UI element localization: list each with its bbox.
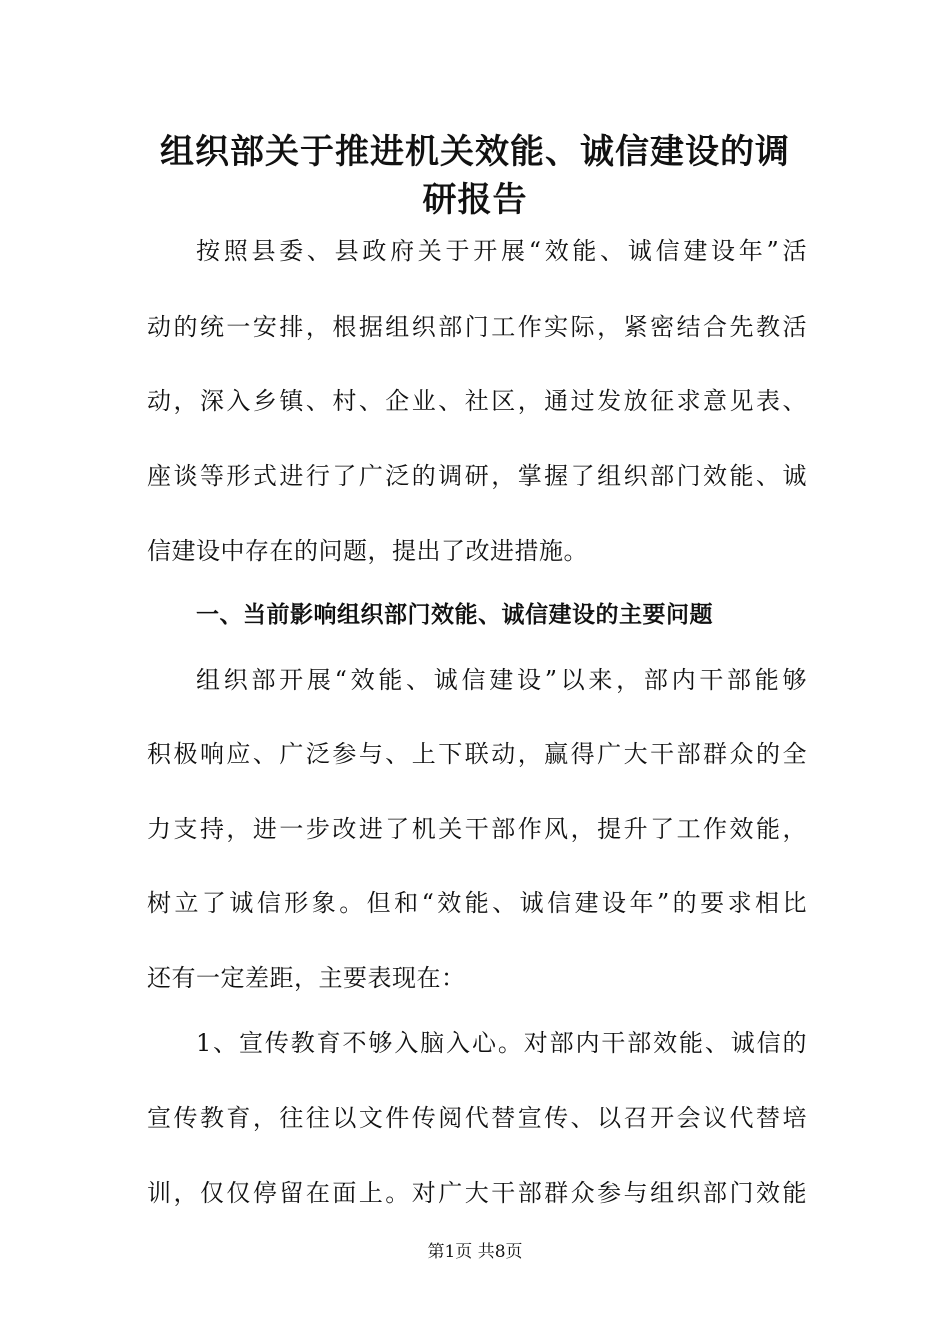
paragraph-2-line-4: 树立了诚信形象。但和“效能、诚信建设年”的要求相比 — [147, 889, 807, 917]
paragraph-1-line-4: 座谈等形式进行了广泛的调研，掌握了组织部门效能、诚 — [147, 462, 807, 490]
paragraph-3-line-3: 训，仅仅停留在面上。对广大干部群众参与组织部门效能 — [147, 1179, 807, 1207]
section-heading-1: 一、当前影响组织部门效能、诚信建设的主要问题 — [196, 602, 713, 628]
paragraph-2-line-2: 积极响应、广泛参与、上下联动，赢得广大干部群众的全 — [147, 740, 807, 768]
paragraph-1-line-3: 动，深入乡镇、村、企业、社区，通过发放征求意见表、 — [147, 387, 807, 415]
paragraph-1-line-5: 信建设中存在的问题，提出了改进措施。 — [147, 537, 588, 565]
paragraph-3-line-2: 宣传教育，往往以文件传阅代替宣传、以召开会议代替培 — [147, 1104, 807, 1132]
paragraph-1-line-2: 动的统一安排，根据组织部门工作实际，紧密结合先教活 — [147, 313, 807, 341]
paragraph-1-line-1: 按照县委、县政府关于开展“效能、诚信建设年”活 — [196, 237, 807, 265]
document-title-line-1: 组织部关于推进机关效能、诚信建设的调 — [160, 132, 790, 172]
paragraph-2-line-1: 组织部开展“效能、诚信建设”以来，部内干部能够 — [196, 666, 807, 694]
document-title-line-2: 研报告 — [422, 180, 528, 220]
paragraph-2-line-3: 力支持，进一步改进了机关干部作风，提升了工作效能， — [147, 815, 807, 843]
paragraph-2-line-5: 还有一定差距，主要表现在： — [147, 964, 466, 992]
paragraph-3-line-1: 1、宣传教育不够入脑入心。对部内干部效能、诚信的 — [196, 1029, 807, 1057]
page-footer: 第1页 共8页 — [427, 1242, 523, 1262]
